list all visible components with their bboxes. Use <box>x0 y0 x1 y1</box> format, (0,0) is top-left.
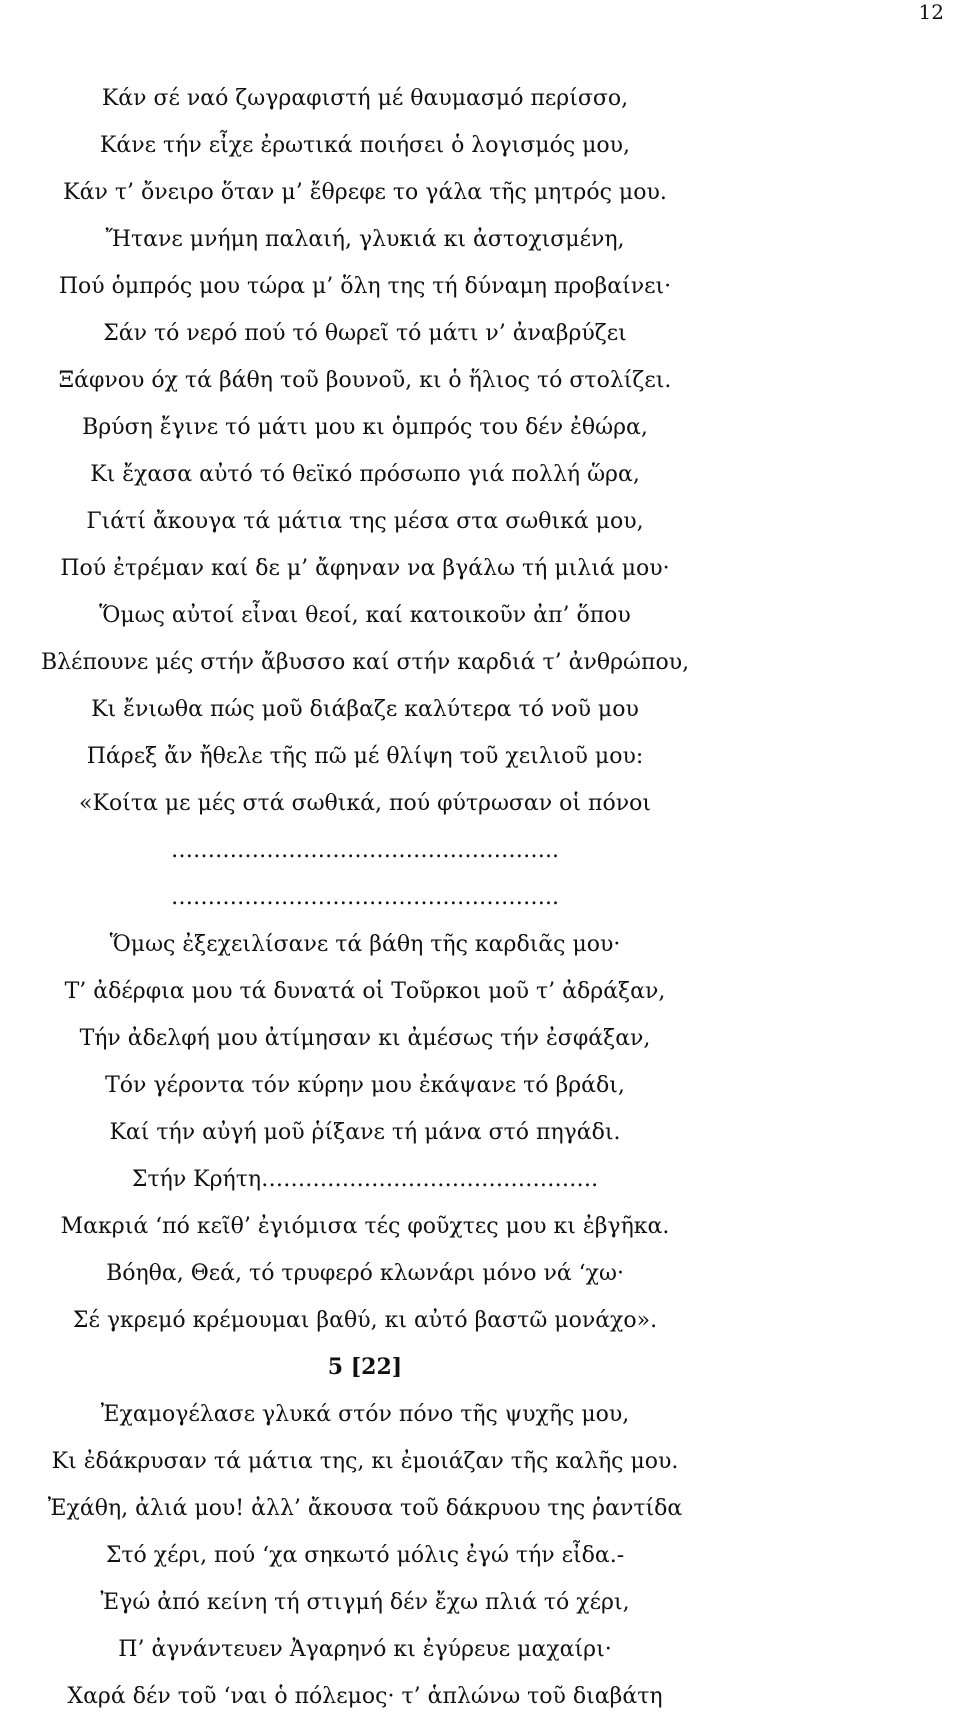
ellipsis-line: …………………………………………….. <box>171 838 559 863</box>
poem-line: Πού ἐτρέμαν καί δε μ’ ἄφηναν να βγάλω τή μιλιά μου· <box>60 556 670 581</box>
poem-line: Σάν τό νερό πού τό θωρεῖ τό μάτι ν’ ἀναβρύζει <box>103 321 627 346</box>
poem-line: Βλέπουνε μές στήν ἄβυσσο καί στήν καρδιά τ’ ἀνθρώπου, <box>40 650 690 675</box>
poem-line: Κάν σέ ναό ζωγραφιστή μέ θαυμασμό περίσσο, <box>101 86 629 111</box>
poem-line: Ἐχάθη, ἀλιά μου! ἀλλ’ ἄκουσα τοῦ δάκρυου της ῥαντίδα <box>47 1496 683 1521</box>
poem-line: Ἐχαμογέλασε γλυκά στόν πόνο τῆς ψυχῆς μου, <box>100 1402 630 1427</box>
poem-line: Ἤτανε μνήμη παλαιή, γλυκιά κι ἀστοχισμένη, <box>105 227 625 252</box>
page-number: 12 <box>918 0 944 24</box>
poem-line: Κι ἔχασα αὐτό τό θεϊκό πρόσωπο γιά πολλή ὥρα, <box>90 462 640 487</box>
poem-line: Ὅμως αὐτοί εἶναι θεοί, καί κατοικοῦν ἀπ’ ὅπου <box>99 603 631 628</box>
poem-line: Κι ἐδάκρυσαν τά μάτια της, κι ἐμοιάζαν τῆς καλῆς μου. <box>51 1449 679 1474</box>
poem-line: Π’ ἀγνάντευεν Ἀγαρηνό κι ἐγύρευε μαχαίρι· <box>118 1637 612 1662</box>
poem-line: Στήν Κρήτη………………………………………. <box>131 1167 599 1192</box>
poem-line: Βόηθα, Θεά, τό τρυφερό κλωνάρι μόνο νά ‘χω· <box>106 1261 624 1286</box>
poem-line: Καί τήν αὐγή μοῦ ῥίξανε τή μάνα στό πηγάδι. <box>109 1120 621 1145</box>
poem-line: Κάνε τήν εἶχε ἐρωτικά ποιήσει ὁ λογισμός μου, <box>99 133 631 158</box>
poem-line: Σέ γκρεμό κρέμουμαι βαθύ, κι αὐτό βαστῶ μονάχο». <box>72 1308 658 1333</box>
ellipsis-line: …………………………………………….. <box>171 885 559 910</box>
poem-line: Πού ὁμπρός μου τώρα μ’ ὅλη της τή δύναμη προβαίνει· <box>58 274 672 299</box>
poem-line: Κι ἔνιωθα πώς μοῦ διάβαζε καλύτερα τό νοῦ μου <box>91 697 639 722</box>
poem-line: «Κοίτα με μές στά σωθικά, πού φύτρωσαν οἱ πόνοι <box>79 791 651 816</box>
poem-line: Μακριά ‘πό κεῖθ’ ἐγιόμισα τές φοῦχτες μου κι ἐβγῆκα. <box>60 1214 670 1239</box>
poem-line: Βρύση ἔγινε τό μάτι μου κι ὁμπρός του δέν ἐθώρα, <box>82 415 648 440</box>
poem-line: Χαρά δέν τοῦ ‘ναι ὁ πόλεμος· τ’ ἁπλώνω τοῦ διαβάτη <box>67 1684 663 1709</box>
poem-line: Ἐγώ ἀπό κείνη τή στιγμή δέν ἔχω πλιά τό χέρι, <box>100 1590 630 1615</box>
poem-text <box>0 75 730 1720</box>
poem-line: Τ’ ἀδέρφια μου τά δυνατά οἱ Τοῦρκοι μοῦ τ’ ἀδράξαν, <box>64 979 666 1004</box>
poem-line: Ξάφνου όχ τά βάθη τοῦ βουνοῦ, κι ὁ ἥλιος τό στολίζει. <box>58 368 672 393</box>
poem-line: Στό χέρι, πού ‘χα σηκωτό μόλις ἐγώ τήν εἶδα.- <box>105 1543 625 1568</box>
poem-line: Γιάτί ἄκουγα τά μάτια της μέσα στα σωθικά μου, <box>86 509 644 534</box>
poem-line: Κάν τ’ ὄνειρο ὅταν μ’ ἔθρεφε το γάλα τῆς μητρός μου. <box>63 180 667 205</box>
poem-line: Τήν ἀδελφή μου ἀτίμησαν κι ἀμέσως τήν ἐσφάξαν, <box>79 1026 651 1051</box>
poem-line: Τόν γέροντα τόν κύρην μου ἐκάψανε τό βράδι, <box>105 1073 625 1098</box>
section-heading: 5 [22] <box>327 1354 403 1380</box>
poem-line: Πάρεξ ἄν ἤθελε τῆς πῶ μέ θλίψη τοῦ χειλιοῦ μου: <box>86 744 644 769</box>
poem-line: Ὅμως ἐξεχειλίσανε τά βάθη τῆς καρδιᾶς μου· <box>109 932 621 957</box>
